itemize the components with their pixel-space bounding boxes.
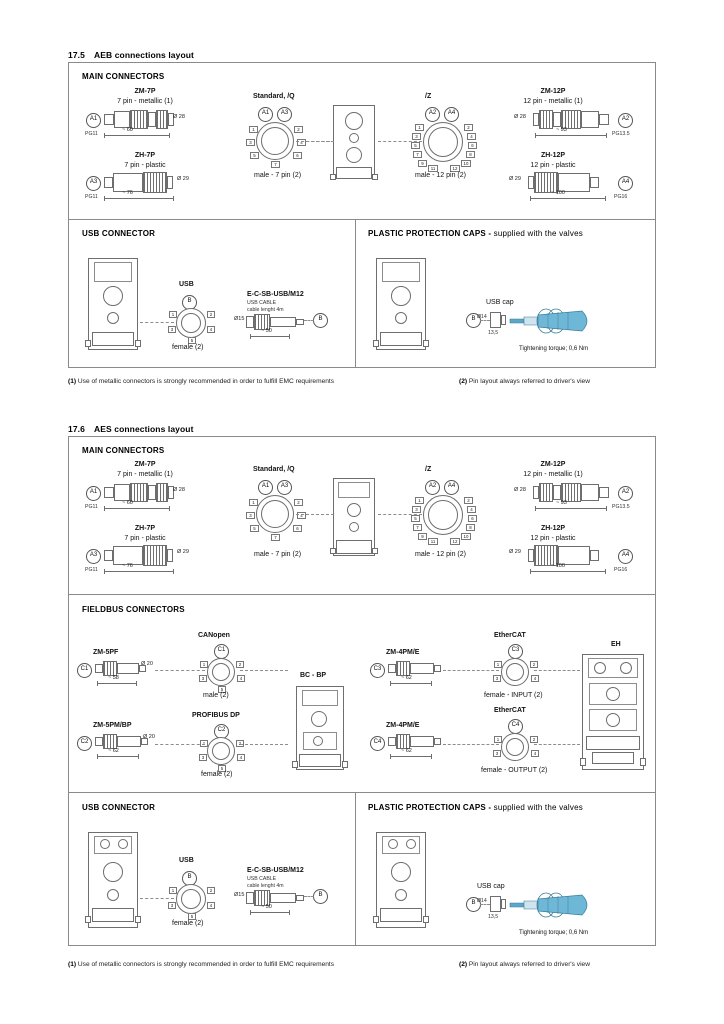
caps-norm-aeb: supplied with the valves [491,229,583,238]
usb-bubble-aes: B [182,871,197,886]
bubble-a4-pin-aes: A4 [444,480,459,495]
caps-bubble-aeb: B [466,313,481,328]
ethercat-in-label: EtherCAT [494,632,526,639]
zm7p-name-aeb: ZM-7P [134,88,156,95]
torque-label-aeb: Tightening torque; 0,6 Nm [519,346,589,352]
zh7p-desc-aes: 7 pin - plastic [124,535,166,542]
bubble-a2-pin-aeb: A2 [425,107,440,122]
divider-aeb-vert [355,219,356,368]
footnote-right-text-aes: Pin layout always referred to driver's view [467,961,590,968]
zm5pmbp-dimline [97,756,139,757]
footnote-right-marker-aeb: (2) [459,378,468,385]
zh7p-dimline-aeb [104,198,174,199]
bubble-a3-pin-aes: A3 [277,480,292,495]
zm5pmbp-bubble: C2 [77,736,92,751]
caps-bubble-aes: B [466,897,481,912]
zh7p-dia-aes: Ø 29 [177,549,189,555]
bubble-a1-aeb: A1 [86,113,101,128]
zm7p-len-aes: ~ 60 [122,500,133,506]
usb-cable-len-aeb: ~ 50 [261,328,272,334]
cap-dia-aeb: Ø14 [477,314,487,320]
zh7p-name-aeb: ZH-7P [134,152,156,159]
zm7p-thread-aeb: PG11 [85,131,98,137]
usb-cable-code-aes: E-C-SB-USB/M12 [247,867,304,874]
usb-cap-label-aes: USB cap [477,883,505,890]
block-title-main-aeb: MAIN CONNECTORS [82,72,165,81]
block-title-usb-aeb: USB CONNECTOR [82,229,156,238]
zm7p-dimline-aes [104,508,170,509]
usb-cable-dimline-aes [250,912,290,913]
zm12p-dimline-aes [535,508,607,509]
usb-cable-l1-aeb: USB CABLE [247,300,277,306]
usb-cable-bubble-aes: B [313,889,328,904]
caps-norm-aes: supplied with the valves [491,803,583,812]
footnote-left-text-aes: Use of metallic connectors is strongly recommended in order to fulfill EMC requirements [76,961,335,968]
z-label-aes: /Z [425,466,432,473]
zh12p-dimline-aes [530,571,606,572]
male7-label-aes: male - 7 pin (2) [254,551,302,558]
cap-dia-aes: Ø14 [477,898,487,904]
divider-aes-2 [68,792,656,793]
zm4pme-top-name: ZM-4PM/E [386,649,420,656]
usb-cable-l2-aes: cable lenght 4m [247,883,284,889]
zm12p-thread-aes: PG13.5 [612,504,630,510]
canopen-label: CANopen [198,632,230,639]
footnote-left-text-aeb: Use of metallic connectors is strongly recommended in order to fulfill EMC requirements [76,378,335,385]
block-title-caps-aes [368,803,583,812]
bubble-a1-aes: A1 [86,486,101,501]
zm5pf-name: ZM-5PF [93,649,119,656]
zh12p-dimline-aeb [530,198,606,199]
section-number-176: 17.6 [68,424,85,434]
zm12p-len-aes: ~ 93 [556,500,567,506]
ethercat-in-desc: female - INPUT (2) [484,692,543,699]
bubble-a1-pin-aeb: A1 [258,107,273,122]
bubble-a1-pin-aes: A1 [258,480,273,495]
zm12p-desc-aes: 12 pin - metallic (1) [523,471,583,478]
zm7p-desc-aes: 7 pin - metallic (1) [117,471,173,478]
usb-cable-dia-aeb: Ø15 [234,316,245,322]
std-label-aeb: Standard, /Q [253,93,295,100]
usb-cable-code-aeb: E-C-SB-USB/M12 [247,291,304,298]
canopen-bubble: C1 [214,644,229,659]
zm12p-name-aes: ZM-12P [540,461,566,468]
usb-cap-body-aes [490,896,501,912]
zh7p-dia-aeb: Ø 29 [177,176,189,182]
zh12p-name-aes: ZH-12P [540,525,566,532]
divider-aes-vert [355,792,356,946]
bubble-a2-aeb: A2 [618,113,633,128]
zm5pf-dimline [97,683,137,684]
bubble-a4-pin-aeb: A4 [444,107,459,122]
zh12p-len-aeb: ~ 100 [551,190,565,196]
screwdriver-icon-aes [508,890,598,923]
zm7p-desc-aeb: 7 pin - metallic (1) [117,98,173,105]
section-title-176 [68,424,194,434]
document-page: 17.5 AEB connections layout MAIN CONNECTORS ZM-7P 7 pin - metallic (1) A1 ~ 60 Ø 28 PG11 ZH-7P 7 pin - plastic A3 ~ 76 Ø 29 PG11 Standard, /Q A1 A3 1 2 3 4 5 6 7 male - 7 pin (2) /Z A2 A4 1 2 3 4 5 6 7 8 9 10 11 12 male - 12 pin (2) ZM-12P 12 pin - metallic (1) A2 ~ 93 Ø 28 PG13.5 ZH-12P 12 pin - plastic A4 ~ 100 Ø 29 PG16 USB CONNECTOR USB B 1 2 3 4 5 female (2) E-C-SB-USB/M12 USB CABLE cable lenght 4m ~ 50 Ø15 B PLASTIC PROTECTION CAPS - supplied with the valves USB cap B Ø14 13,5 Tightening torque; 0,6 Nm (1) Use of metallic connectors is strongly recommended in order to fulfill EMC requirements (2) Pin layout always referred to driver's view 17.6 AES connections layout MAIN CONNECTORS ZM-7P 7 pin - metallic (1) A1 ~ 60 Ø 28 PG11 ZH-7P 7 pin - plastic A3 ~ 76 Ø 29 PG11 Standard, /Q A1 A3 1 2 3 4 5 6 7 male - 7 pin (2) /Z A2 A4 1 2 3 4 5 6 7 8 9 10 11 12 male - 12 pin (2) ZM-12P 12 pin - metallic (1) A2 ~ 93 Ø 28 PG13.5 ZH-12P 12 pin - plastic A4 ~ 100 Ø 29 PG16 FIELDBUS CONNECTORS ZM-5PF C1 ~ 58 Ø 20 ZM-5PM/BP C2 ~ 62 Ø 20 CANopen C1 1 2 3 4 5 male (2) PROFIBUS DP C2 1 2 3 4 5 female (2) BC - BP ZM-4PM/E C3 ~ 62 ZM-4PM/E C4 ~ 62 EtherCAT C3 1 2 3 4 female - INPUT (2) EtherCAT C4 1 2 3 4 female - OUTPUT (2) EH USB CONNECTOR USB B 1 2 3 4 5 female (2) E-C-SB-USB/M12 USB CABLE cable lenght 4m ~ 50 Ø15 B PLASTIC PROTECTION CAPS - supplied with the valves USB cap B Ø14 13,5 Tightening torque; 0,6 Nm (1) Use of metallic connectors is strongly recommended in order to fulfill EMC requirements (2) Pin layout always referred to driver's view [0,0,724,1024]
usb-cable-dimline-aeb [250,336,290,337]
zm4pme-top-dimline [390,683,432,684]
footnote-left-aes [68,961,334,968]
male7-label-aeb: male - 7 pin (2) [254,172,302,179]
profibus-female: female (2) [201,771,233,778]
usb-cable-l2-aeb: cable lenght 4m [247,307,284,313]
zm12p-name-aeb: ZM-12P [540,88,566,95]
profibus-label: PROFIBUS DP [192,712,240,719]
zh12p-thread-aeb: PG16 [614,194,628,200]
zm7p-dia-aes: Ø 28 [173,487,185,493]
zm5pf-len: ~ 58 [108,675,119,681]
screwdriver-icon-aeb [508,306,598,339]
zh12p-thread-aes: PG16 [614,567,628,573]
bubble-a2-aes: A2 [618,486,633,501]
usb-female-aeb: female (2) [172,344,204,351]
caps-bold-aeb: PLASTIC PROTECTION CAPS - [368,229,492,238]
zm12p-len-aeb: ~ 93 [556,127,567,133]
usb-cable-bubble-aeb: B [313,313,328,328]
usb-title-aeb: USB [179,281,194,288]
block-title-caps-aeb [368,229,583,238]
footnote-right-marker-aes: (2) [459,961,468,968]
zh12p-dia-aeb: Ø 29 [509,176,521,182]
ethercat-out-bubble: C4 [508,719,523,734]
footnote-left-marker-aeb: (1) [68,378,77,385]
zh12p-desc-aes: 12 pin - plastic [530,535,576,542]
zm7p-dia-aeb: Ø 28 [173,114,185,120]
section-heading-176: AES connections layout [94,424,194,434]
male12-label-aes: male - 12 pin (2) [415,551,466,558]
footnote-right-aes [459,961,590,968]
zh12p-dia-aes: Ø 29 [509,549,521,555]
ethercat-in-bubble: C3 [508,644,523,659]
zm4pme-bot-dimline [390,756,432,757]
zm12p-dia-aeb: Ø 28 [514,114,526,120]
cap-len-aes: 13,5 [488,914,499,920]
zh7p-thread-aeb: PG11 [85,194,98,200]
bubble-a4-aes: A4 [618,549,633,564]
zm5pmbp-name: ZM-5PM/BP [93,722,132,729]
zh12p-len-aes: ~ 100 [551,563,565,569]
bubble-a4-aeb: A4 [618,176,633,191]
zm12p-desc-aeb: 12 pin - metallic (1) [523,98,583,105]
torque-label-aes: Tightening torque; 0,6 Nm [519,930,589,936]
usb-cable-l1-aes: USB CABLE [247,876,277,882]
zm4pme-bot-name: ZM-4PM/E [386,722,420,729]
zh7p-dimline-aes [104,571,174,572]
male12-label-aeb: male - 12 pin (2) [415,172,466,179]
usb-title-aes: USB [179,857,194,864]
zh7p-len-aes: ~ 76 [122,563,133,569]
z-label-aeb: /Z [425,93,432,100]
bubble-a3-aeb: A3 [86,176,101,191]
caps-bold-aes: PLASTIC PROTECTION CAPS - [368,803,492,812]
block-title-usb-aes: USB CONNECTOR [82,803,156,812]
bubble-a2-pin-aes: A2 [425,480,440,495]
zm5pmbp-len: ~ 62 [108,748,119,754]
zh7p-name-aes: ZH-7P [134,525,156,532]
std-label-aes: Standard, /Q [253,466,295,473]
block-title-main-aes: MAIN CONNECTORS [82,446,165,455]
bcbp-label: BC - BP [300,672,327,679]
section-title-175 [68,50,194,60]
cap-len-aeb: 13,5 [488,330,499,336]
footnote-left-aeb [68,378,334,385]
zm4pme-bot-len: ~ 62 [401,748,412,754]
ethercat-out-label: EtherCAT [494,707,526,714]
usb-cap-body-aeb [490,312,501,328]
bubble-a3-aes: A3 [86,549,101,564]
section-heading-175: AEB connections layout [94,50,194,60]
usb-cable-len-aes: ~ 50 [261,904,272,910]
zm5pf-dia: Ø 20 [141,661,153,667]
zm7p-thread-aes: PG11 [85,504,98,510]
zm12p-dia-aes: Ø 28 [514,487,526,493]
zh7p-len-aeb: ~ 76 [122,190,133,196]
zm4pme-bot-bubble: C4 [370,736,385,751]
divider-aeb-1 [68,219,656,220]
zm5pf-bubble: C1 [77,663,92,678]
zh7p-thread-aes: PG11 [85,567,98,573]
zh12p-name-aeb: ZH-12P [540,152,566,159]
usb-cable-dia-aes: Ø15 [234,892,245,898]
zh7p-desc-aeb: 7 pin - plastic [124,162,166,169]
ethercat-out-desc: female - OUTPUT (2) [481,767,548,774]
profibus-bubble: C2 [214,724,229,739]
zm12p-dimline-aeb [535,135,607,136]
divider-aes-1 [68,594,656,595]
zm4pme-top-len: ~ 62 [401,675,412,681]
zh12p-desc-aeb: 12 pin - plastic [530,162,576,169]
bubble-a3-pin-aeb: A3 [277,107,292,122]
zm7p-name-aes: ZM-7P [134,461,156,468]
usb-cap-label-aeb: USB cap [486,299,514,306]
usb-bubble-aeb: B [182,295,197,310]
zm4pme-top-bubble: C3 [370,663,385,678]
footnote-right-text-aeb: Pin layout always referred to driver's view [467,378,590,385]
zm12p-thread-aeb: PG13.5 [612,131,630,137]
canopen-male: male (2) [203,692,229,699]
section-number-175: 17.5 [68,50,85,60]
block-title-fieldbus: FIELDBUS CONNECTORS [82,605,185,614]
footnote-right-aeb [459,378,590,385]
footnote-left-marker-aes: (1) [68,961,77,968]
zm7p-dimline-aeb [104,135,170,136]
zm5pmbp-dia: Ø 20 [143,734,155,740]
usb-female-aes: female (2) [172,920,204,927]
eh-label: EH [611,641,621,648]
zm7p-len-aeb: ~ 60 [122,127,133,133]
